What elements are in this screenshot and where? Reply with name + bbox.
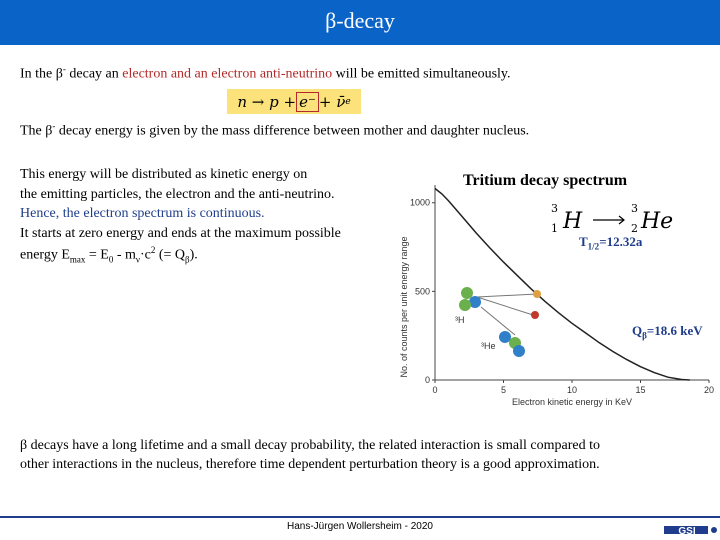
- half-life-a: T: [579, 234, 588, 249]
- reaction-equation: [545, 198, 685, 238]
- intro-prefix: In the β: [20, 66, 63, 82]
- p5-sub1: max: [69, 254, 86, 265]
- intro-highlight: electron and an electron anti-neutrino: [122, 66, 333, 82]
- intro-sup: -: [62, 64, 66, 74]
- energy-suffix: decay energy is given by the mass difference between mother and daughter nucleus.: [55, 123, 530, 139]
- energy-sup: -: [52, 121, 56, 131]
- y-tick-label: 500: [414, 286, 430, 297]
- x-tick-label: 20: [703, 385, 715, 395]
- h3-label: ³H: [455, 315, 465, 325]
- equation-rhs: + ν̄: [318, 92, 346, 111]
- chart-xlabel: Electron kinetic energy in KeV: [511, 397, 633, 407]
- electron-icon: [531, 311, 539, 319]
- footer-divider: [0, 516, 720, 518]
- q-value-label: [632, 323, 703, 341]
- intro-line: [20, 64, 511, 83]
- chart-ylabel: No. of counts per unit energy range: [399, 236, 409, 378]
- x-tick-label: 15: [635, 385, 646, 395]
- conclusion-line-2: other interactions in the nucleus, therefore time dependent perturbation theory is a good approximation.: [20, 457, 600, 472]
- he3-label: ³He: [481, 341, 496, 351]
- paragraph-line-5: [20, 245, 198, 264]
- intro-suffix: will be emitted simultaneously.: [332, 66, 511, 82]
- half-life-b: =12.32a: [599, 234, 643, 249]
- proton-icon: [513, 345, 525, 357]
- equation-lhs: n → p +: [237, 92, 297, 111]
- paragraph-line-2: the emitting particles, the electron and the anti-neutrino.: [20, 187, 335, 202]
- half-life-label: [579, 234, 642, 252]
- slide-title: β-decay: [325, 8, 395, 33]
- he3-z: 2: [631, 222, 638, 235]
- p5c: - m: [113, 247, 136, 263]
- q-a: Q: [632, 323, 643, 338]
- p5b: = E: [85, 247, 109, 263]
- y-tick-label: 1000: [409, 197, 430, 208]
- paragraph-line-1: This energy will be distributed as kinetic energy on: [20, 167, 308, 182]
- he3-symbol: He: [641, 209, 674, 234]
- energy-prefix: The β: [20, 123, 53, 139]
- gsi-logo: [664, 520, 720, 540]
- h3-symbol: H: [563, 209, 583, 234]
- decay-equation: [227, 89, 361, 114]
- figure-title: Tritium decay spectrum: [463, 172, 628, 189]
- p5d: ·c: [139, 247, 151, 263]
- x-tick-label: 0: [432, 385, 438, 395]
- nucleus-diagram: [455, 287, 541, 357]
- paragraph-line-4: It starts at zero energy and ends at the maximum possible: [20, 226, 341, 241]
- half-life-sub: 1/2: [587, 241, 600, 252]
- gsi-logo-text: GSI: [678, 526, 696, 537]
- antineutrino-icon: [533, 290, 541, 298]
- q-sub: β: [642, 330, 647, 341]
- p5a: energy E: [20, 247, 70, 263]
- x-tick-label: 5: [500, 385, 507, 395]
- x-tick-label: 10: [566, 385, 578, 395]
- p5f: ).: [189, 247, 198, 263]
- h3-z: 1: [551, 222, 558, 235]
- paragraph-line-3: Hence, the electron spectrum is continuous.: [20, 206, 265, 221]
- proton-icon: [499, 331, 511, 343]
- neutron-icon: [461, 287, 473, 299]
- p5-sub3: ν: [135, 254, 140, 265]
- conclusion-line-1: β decays have a long lifetime and a small decay probability, the related interaction is small compared to: [20, 438, 601, 453]
- y-tick-label: 0: [424, 375, 430, 385]
- he3-mass: 3: [631, 202, 638, 215]
- equation-particle: e⁻: [296, 92, 319, 112]
- p5e: (= Q: [155, 247, 186, 263]
- neutron-icon: [459, 299, 471, 311]
- q-b: =18.6 keV: [646, 323, 703, 338]
- intro-mid: decay an: [65, 66, 123, 82]
- equation-sub: e: [345, 96, 351, 107]
- p5-sub4: β: [185, 254, 190, 265]
- energy-sentence: [20, 121, 529, 140]
- h3-mass: 3: [551, 202, 558, 215]
- p5-sup: 2: [150, 245, 156, 255]
- p5-sub2: 0: [108, 254, 114, 265]
- footer-author: Hans-Jürgen Wollersheim - 2020: [287, 521, 433, 532]
